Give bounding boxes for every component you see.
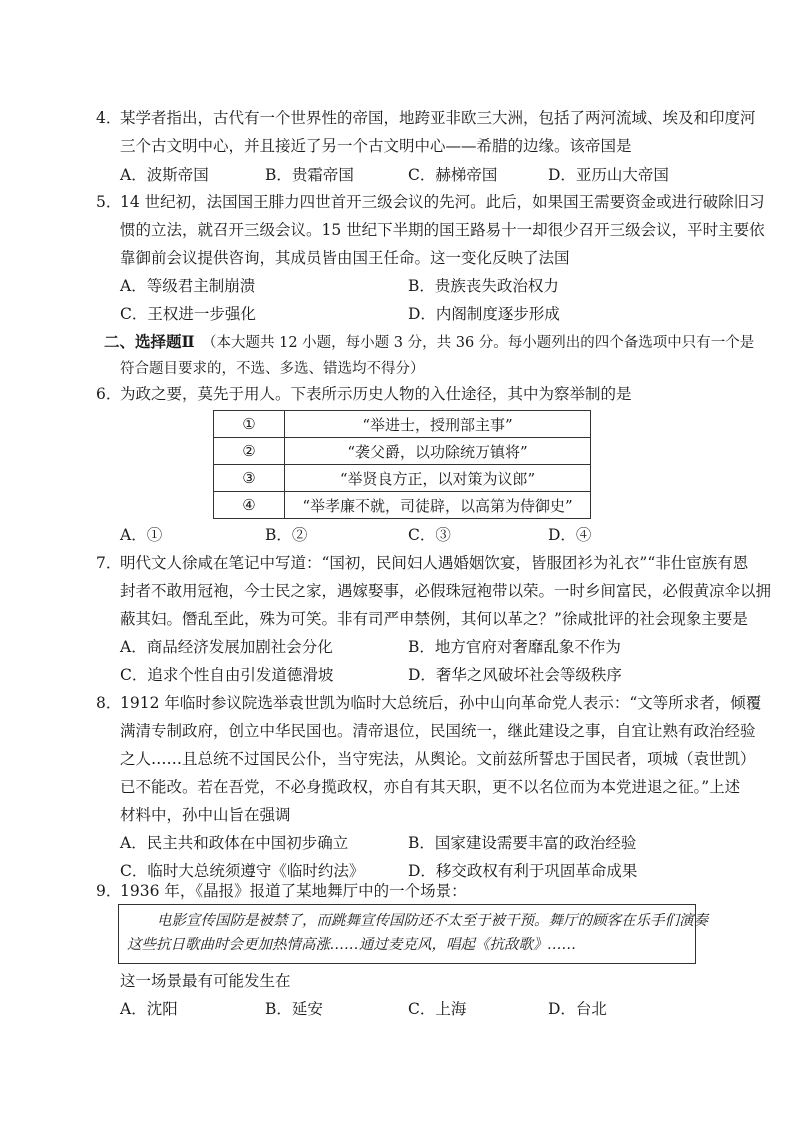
question-number: 8．: [96, 694, 122, 712]
question-stem-line: 已不能改。若在吾党，不必身揽政权，亦自有其天职，更不以名位而为本党进退之征。”上述: [120, 778, 741, 796]
question-stem-line: 靠御前会议提供咨询，其成员皆由国王任命。这一变化反映了法国: [120, 249, 570, 267]
table-cell-index: ②: [214, 438, 285, 465]
option-c: C．王权进一步强化: [120, 305, 256, 323]
option-a: A．等级君主制崩溃: [120, 277, 256, 295]
table-cell-text: “举贤良方正，以对策为议郎”: [285, 465, 591, 492]
table-row: [214, 492, 591, 519]
question-number: 6．: [96, 385, 122, 403]
option-a: A．①: [120, 526, 163, 544]
option-b: B．②: [265, 526, 308, 544]
question-stem-line: 明代文人徐咸在笔记中写道：“国初，民间妇人遇婚姻饮宴，皆服团衫为礼衣”“非仕宦族有恩: [120, 554, 749, 572]
question-stem-line: 三个古文明中心，并且接近了另一个古文明中心——希腊的边缘。该帝国是: [120, 137, 632, 155]
question-stem-line: 14 世纪初，法国国王腓力四世首开三级会议的先河。此后，如果国王需要资金或进行破除旧习: [120, 193, 765, 211]
question-number: 4．: [96, 109, 122, 127]
question-stem-line: 材料中，孙中山旨在强调: [120, 806, 291, 824]
option-a: A．民主共和政体在中国初步确立: [120, 834, 349, 852]
option-d: D．台北: [548, 1000, 607, 1018]
option-d: D．内阁制度逐步形成: [408, 305, 560, 323]
option-d: D．移交政权有利于巩固革命成果: [408, 862, 638, 880]
table-cell-text: “举进士，授刑部主事”: [285, 411, 591, 438]
newspaper-quote-box: [118, 904, 708, 964]
question-stem-line: 封者不敢用冠袍，今士民之家，遇嫁娶事，必假珠冠袍带以荣。一时乡间富民，必假黄凉伞以拥: [120, 582, 772, 600]
option-b: B．延安: [265, 1000, 323, 1018]
option-d: D．④: [548, 526, 592, 544]
question-stem-line: 1936 年，《晶报》报道了某地舞厅中的一个场景：: [120, 882, 467, 900]
option-c: C．赫梯帝国: [408, 166, 498, 184]
option-a: A．沈阳: [120, 1000, 178, 1018]
question-stem-line: 之人……且总统不过国民公仆，当守宪法，从舆论。文前兹所誓忠于国民者，项城（袁世凯）: [120, 750, 756, 768]
question-stem-line: 为政之要，莫先于用人。下表所示历史人物的入仕途径，其中为察举制的是: [120, 385, 632, 403]
quote-line: 电影宣传国防是被禁了，而跳舞宣传国防还不太至于被干预。舞厅的顾客在乐手们演奏: [157, 913, 708, 929]
question-stem-line: 满清专制政府，创立中华民国也。清帝退位，民国统一，继此建设之事，自宜让熟有政治经验: [120, 722, 756, 740]
option-c: C．上海: [408, 1000, 467, 1018]
option-a: A．波斯帝国: [120, 166, 209, 184]
section-title: 二、选择题Ⅱ: [104, 332, 195, 351]
option-c: C．③: [408, 526, 451, 544]
option-c: C．临时大总统须遵守《临时约法》: [120, 862, 365, 880]
table-cell-text: “举孝廉不就，司徒辟，以高第为侍御史”: [285, 492, 591, 519]
section-instructions: （本大题共 12 小题，每小题 3 分，共 36 分。每小题列出的四个备选项中只有一个是: [202, 335, 755, 351]
option-d: D．亚历山大帝国: [548, 166, 669, 184]
table-cell-text: “袭父爵，以功除统万镇将”: [285, 438, 591, 465]
option-d: D．奢华之风破坏社会等级秩序: [408, 666, 622, 684]
option-b: B．国家建设需要丰富的政治经验: [408, 834, 637, 852]
table-cell-index: ③: [214, 465, 285, 492]
table-row: [214, 411, 591, 438]
option-b: B．贵族丧失政治权力: [408, 277, 559, 295]
table-cell-index: ①: [214, 411, 285, 438]
option-b: B．贵霜帝国: [265, 166, 354, 184]
question-number: 5．: [96, 193, 122, 211]
question-stem-line: 某学者指出，古代有一个世界性的帝国，地跨亚非欧三大洲，包括了两河流域、埃及和印度河: [120, 109, 756, 127]
question-number: 9．: [96, 882, 122, 900]
question-number: 7．: [96, 554, 122, 572]
section-instructions: 符合题目要求的，不选、多选、错选均不得分）: [120, 361, 425, 377]
table-cell-index: ④: [214, 492, 285, 519]
question-stem-line: 这一场景最有可能发生在: [120, 972, 291, 990]
option-c: C．追求个性自由引发道德滑坡: [120, 666, 334, 684]
question-stem-line: 蔽其妇。僭乱至此，殊为可笑。非有司严申禁例，其何以革之？”徐咸批评的社会现象主要是: [120, 610, 748, 628]
option-b: B．地方官府对奢靡乱象不作为: [408, 638, 621, 656]
official-path-table: [213, 410, 591, 519]
option-a: A．商品经济发展加剧社会分化: [120, 638, 333, 656]
quote-line: 这些抗日歌曲时会更加热情高涨……通过麦克风，唱起《抗敌歌》……: [127, 937, 577, 953]
question-stem-line: 1912 年临时参议院选举袁世凯为临时大总统后，孙中山向革命党人表示：“文等所求者，倾覆: [120, 694, 762, 712]
question-stem-line: 惯的立法，就召开三级会议。15 世纪下半期的国王路易十一却很少召开三级会议，平时主要依: [120, 221, 765, 239]
table-row: [214, 438, 591, 465]
table-row: [214, 465, 591, 492]
